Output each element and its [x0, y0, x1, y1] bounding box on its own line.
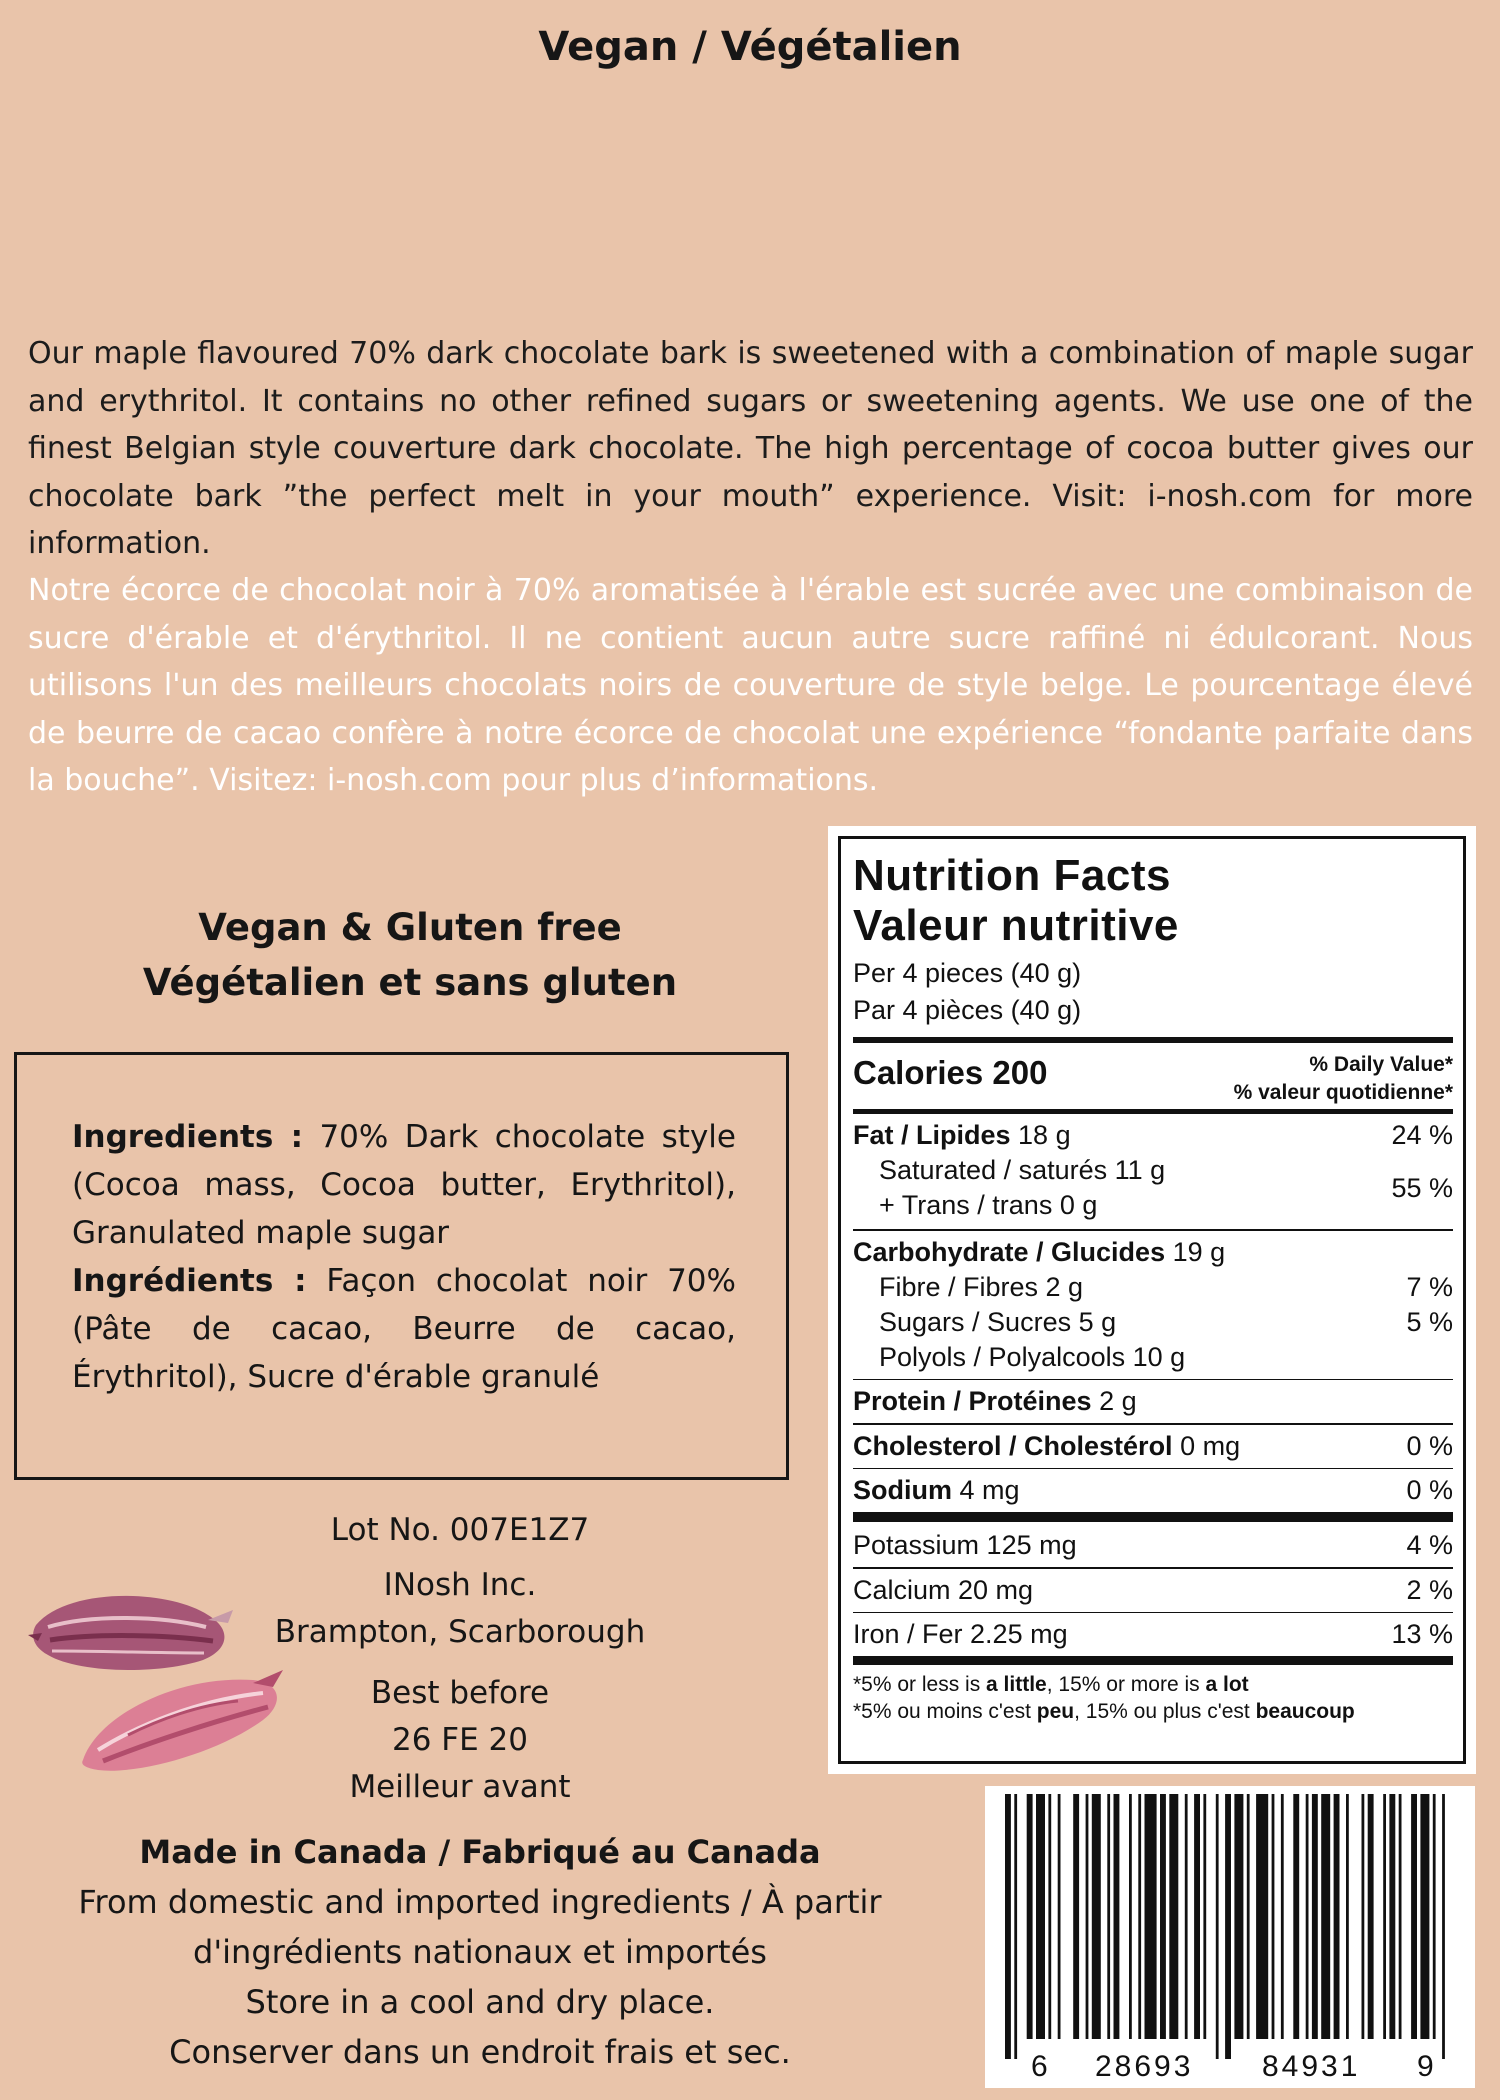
nutrition-facts-panel [828, 826, 1476, 1774]
description-english: Our maple flavoured 70% dark chocolate bark is sweetened with a combination of maple sugar and erythritol. It contains no other refined sugars or sweetening agents. We use one of the finest Belgian style couverture dark chocolate. The high percentage of cocoa butter gives our chocolate bark ”the perfect melt in your mouth” experience. Visit: i-nosh.com for more information. [28, 336, 1473, 561]
nf-sugars-dv: 5 % [1406, 1306, 1453, 1337]
claim-french: Végétalien et sans gluten [142, 961, 678, 1004]
barcode-bars [1005, 1794, 1445, 2059]
nutrition-facts-table [838, 836, 1466, 1764]
nf-fat-dv: 24 % [1391, 1120, 1453, 1150]
barcode-bar [1138, 1794, 1141, 2039]
page-title: Vegan / Végétalien [538, 24, 962, 70]
ingredients-english-text: 70% Dark chocolate style (Cocoa mass, Cocoa butter, Erythritol), Granulated maple sugar [72, 1119, 736, 1251]
best-before [230, 1670, 690, 1811]
barcode-bar [1058, 1794, 1061, 2039]
barcode-bar [1073, 1794, 1079, 2039]
nf-rule [853, 1567, 1453, 1569]
barcode-group-1: 28693 [1095, 2050, 1194, 2083]
barcode-bar [1321, 1794, 1330, 2039]
barcode-bar [1048, 1794, 1051, 2039]
nf-calcium-dv: 2 % [1406, 1574, 1453, 1605]
barcode-bar [1368, 1794, 1374, 2039]
nf-footnote-fr-c: , 15% ou plus c'est [1074, 1700, 1256, 1723]
barcode-bar [1194, 1794, 1200, 2039]
barcode-bar [1306, 1794, 1309, 2039]
nf-calories: Calories 200 [853, 1054, 1048, 1091]
nf-title-fr: Valeur nutritive [853, 901, 1179, 950]
nf-footnote-fr [853, 1698, 1453, 1725]
nf-rule [853, 1229, 1453, 1231]
nf-rule [853, 1109, 1453, 1114]
barcode-bar [1114, 1794, 1120, 2039]
nf-sugars-row [853, 1305, 1453, 1340]
nf-saturated-row [853, 1153, 1165, 1188]
dietary-claims [40, 900, 780, 1010]
nf-sodium-amount: 4 mg [952, 1475, 1020, 1505]
barcode-bar [1169, 1794, 1178, 2039]
description-french: Notre écorce de chocolat noir à 70% aromatisée à l'érable est sucrée avec une combinaison de sucre d'érable et d'érythritol. Il ne contient aucun autre sucre raffiné ni édulcorant. Nous utilisons l'un des meilleurs chocolats noirs de couverture de style belge. Le pourcentage élevé de beurre de cacao confère à notre écorce de chocolat une expérience “fondante parfaite dans la bouche”. Visitez: i-nosh.com pour plus d’informations. [28, 573, 1473, 798]
nf-saturated-dv: 55 % [1391, 1172, 1453, 1203]
nf-polyols-row [853, 1340, 1453, 1375]
nf-fibre-label: Fibre / Fibres 2 g [879, 1271, 1084, 1302]
nf-sodium-dv: 0 % [1406, 1475, 1453, 1505]
nf-rule [853, 1037, 1453, 1043]
barcode-bar [1160, 1794, 1166, 2039]
nf-dv-header [1234, 1047, 1453, 1107]
nf-rule [853, 1656, 1453, 1665]
nf-potassium-label: Potassium 125 mg [853, 1530, 1077, 1560]
nf-serving-en: Per 4 pieces (40 g) [853, 958, 1082, 988]
nf-fat-amount: 18 g [1010, 1120, 1071, 1150]
nf-carb-label: Carbohydrate / Glucides [853, 1236, 1166, 1267]
ingredients-english [72, 1113, 736, 1257]
barcode-bar [1420, 1794, 1429, 2039]
best-before-date: 26 FE 20 [391, 1722, 529, 1758]
barcode-bar [1256, 1794, 1268, 2039]
barcode-bar [1281, 1794, 1284, 2039]
nf-title [853, 851, 1453, 951]
barcode-icon [985, 1786, 1475, 2088]
barcode-bar [1234, 1794, 1243, 2039]
nf-polyols-label: Polyols / Polyalcools 10 g [879, 1341, 1186, 1372]
nf-calcium-row [853, 1573, 1453, 1608]
nf-rule [853, 1379, 1453, 1381]
nf-carb-amount: 19 g [1165, 1236, 1226, 1267]
nf-footnote-en-c: , 15% or more is [1046, 1673, 1206, 1696]
barcode-bar [1411, 1794, 1417, 2039]
ingredients-box [14, 1052, 789, 1480]
nf-rule [853, 1423, 1453, 1425]
nf-trans-row [853, 1188, 1165, 1223]
cocoa-pods-illustration [28, 1575, 288, 1775]
nf-saturated-block [853, 1153, 1453, 1223]
nf-fat-row [853, 1118, 1453, 1153]
barcode-digit-first: 6 [1031, 2050, 1048, 2083]
nf-footnote-en [853, 1671, 1453, 1698]
nf-title-en: Nutrition Facts [853, 851, 1171, 900]
nf-calcium-label: Calcium 20 mg [853, 1574, 1034, 1605]
barcode-bar [1107, 1794, 1110, 2039]
barcode-bar [1014, 1794, 1017, 2059]
nf-sodium-label: Sodium [853, 1475, 952, 1505]
barcode-bar [1092, 1794, 1101, 2039]
barcode-bar [1036, 1794, 1045, 2039]
nf-potassium-row [853, 1528, 1453, 1563]
barcode-bar [1346, 1794, 1349, 2039]
company-name: INosh Inc. [383, 1567, 537, 1603]
barcode-bar [1272, 1794, 1275, 2039]
barcode-bar [1216, 1794, 1219, 2059]
barcode-bar [1027, 1794, 1033, 2039]
ingredients-french-label: Ingrédients : [72, 1263, 307, 1299]
storage-en: Store in a cool and dry place. [245, 1983, 715, 2021]
nf-fat-label: Fat / Lipides [853, 1120, 1011, 1150]
made-in-canada: Made in Canada / Fabriqué au Canada [139, 1833, 821, 1871]
nf-fibre-dv: 7 % [1406, 1271, 1453, 1302]
nf-fibre-row [853, 1270, 1453, 1305]
barcode-bar [1312, 1794, 1318, 2039]
barcode-digit-last: 9 [1417, 2050, 1434, 2083]
cocoa-pod-top-icon [28, 1596, 233, 1670]
nf-saturated-label: Saturated / saturés 11 g [879, 1155, 1166, 1185]
nf-footnote-fr-b: peu [1036, 1700, 1075, 1723]
claim-english: Vegan & Gluten free [198, 906, 622, 949]
lot-number: Lot No. 007E1Z7 [330, 1512, 590, 1548]
origin-info [0, 1827, 960, 2077]
nf-iron-row [853, 1617, 1453, 1652]
best-before-label: Best before [370, 1675, 550, 1711]
barcode-bar [1362, 1794, 1365, 2039]
nf-rule [853, 1512, 1453, 1522]
nf-trans-label: + Trans / trans 0 g [879, 1190, 1098, 1220]
ingredients-french [72, 1257, 736, 1401]
ingredients-french-text: Façon chocolat noir 70% (Pâte de cacao, Beurre de cacao, Érythritol), Sucre d'érable granulé [72, 1263, 736, 1395]
nf-rule [853, 1612, 1453, 1614]
barcode-bar [1442, 1794, 1445, 2059]
nf-serving-fr: Par 4 pièces (40 g) [853, 995, 1082, 1025]
company-location: Brampton, Scarborough [274, 1614, 646, 1650]
nf-carb-row [853, 1235, 1453, 1270]
barcode-bar [1086, 1794, 1089, 2039]
nf-cholesterol-amount: 0 mg [1172, 1430, 1241, 1461]
nf-protein-label: Protein / Protéines [853, 1386, 1092, 1416]
nf-cholesterol-row [853, 1429, 1453, 1464]
barcode-bar [1145, 1794, 1157, 2039]
nf-footnote-en-b: a little [986, 1673, 1047, 1696]
nf-dv-header-fr: % valeur quotidienne* [1233, 1081, 1453, 1104]
nf-footnote-en-a: *5% or less is [853, 1673, 987, 1696]
barcode-bar [1247, 1794, 1250, 2039]
company-info [230, 1562, 690, 1656]
barcode-bar [1293, 1794, 1299, 2039]
nf-footnote-fr-a: *5% ou moins c'est [853, 1700, 1037, 1723]
nf-iron-dv: 13 % [1391, 1619, 1453, 1649]
barcode-bar [1225, 1794, 1231, 2059]
barcode-bar [1334, 1794, 1340, 2039]
nf-cholesterol-dv: 0 % [1406, 1430, 1453, 1461]
nf-dv-header-en: % Daily Value* [1309, 1053, 1453, 1076]
nf-potassium-dv: 4 % [1406, 1530, 1453, 1560]
barcode-bar [1433, 1794, 1436, 2039]
storage-fr: Conserver dans un endroit frais et sec. [169, 2033, 791, 2071]
barcode-bar [1399, 1794, 1402, 2039]
nf-sodium-row [853, 1473, 1453, 1508]
barcode-bar [1185, 1794, 1188, 2039]
cocoa-pod-bottom-icon [82, 1670, 283, 1771]
nf-protein-row [853, 1384, 1453, 1419]
nf-iron-label: Iron / Fer 2.25 mg [853, 1619, 1068, 1649]
barcode-bar [1383, 1794, 1386, 2039]
nf-footnote-fr-d: beaucoup [1255, 1700, 1355, 1723]
nf-footnote [853, 1671, 1453, 1725]
best-before-label-fr: Meilleur avant [349, 1769, 571, 1805]
barcode-bar [1203, 1794, 1206, 2039]
barcode-group-2: 84931 [1262, 2050, 1361, 2083]
nf-protein-amount: 2 g [1091, 1386, 1137, 1416]
nf-cholesterol-label: Cholesterol / Cholestérol [853, 1430, 1173, 1461]
origin-line-1: From domestic and imported ingredients / À partir [78, 1883, 882, 1921]
nf-rule [853, 1468, 1453, 1470]
nf-serving [853, 955, 1453, 1029]
origin-line-2: d'ingrédients nationaux et importés [193, 1933, 767, 1971]
barcode-bar [1389, 1794, 1395, 2039]
nf-calories-row [853, 1047, 1453, 1107]
ingredients-english-label: Ingredients : [72, 1119, 304, 1155]
barcode-panel [985, 1786, 1475, 2088]
nf-footnote-en-d: a lot [1205, 1673, 1249, 1696]
nf-sugars-label: Sugars / Sucres 5 g [879, 1306, 1117, 1337]
barcode-bar [1005, 1794, 1011, 2059]
barcode-bar [1129, 1794, 1132, 2039]
